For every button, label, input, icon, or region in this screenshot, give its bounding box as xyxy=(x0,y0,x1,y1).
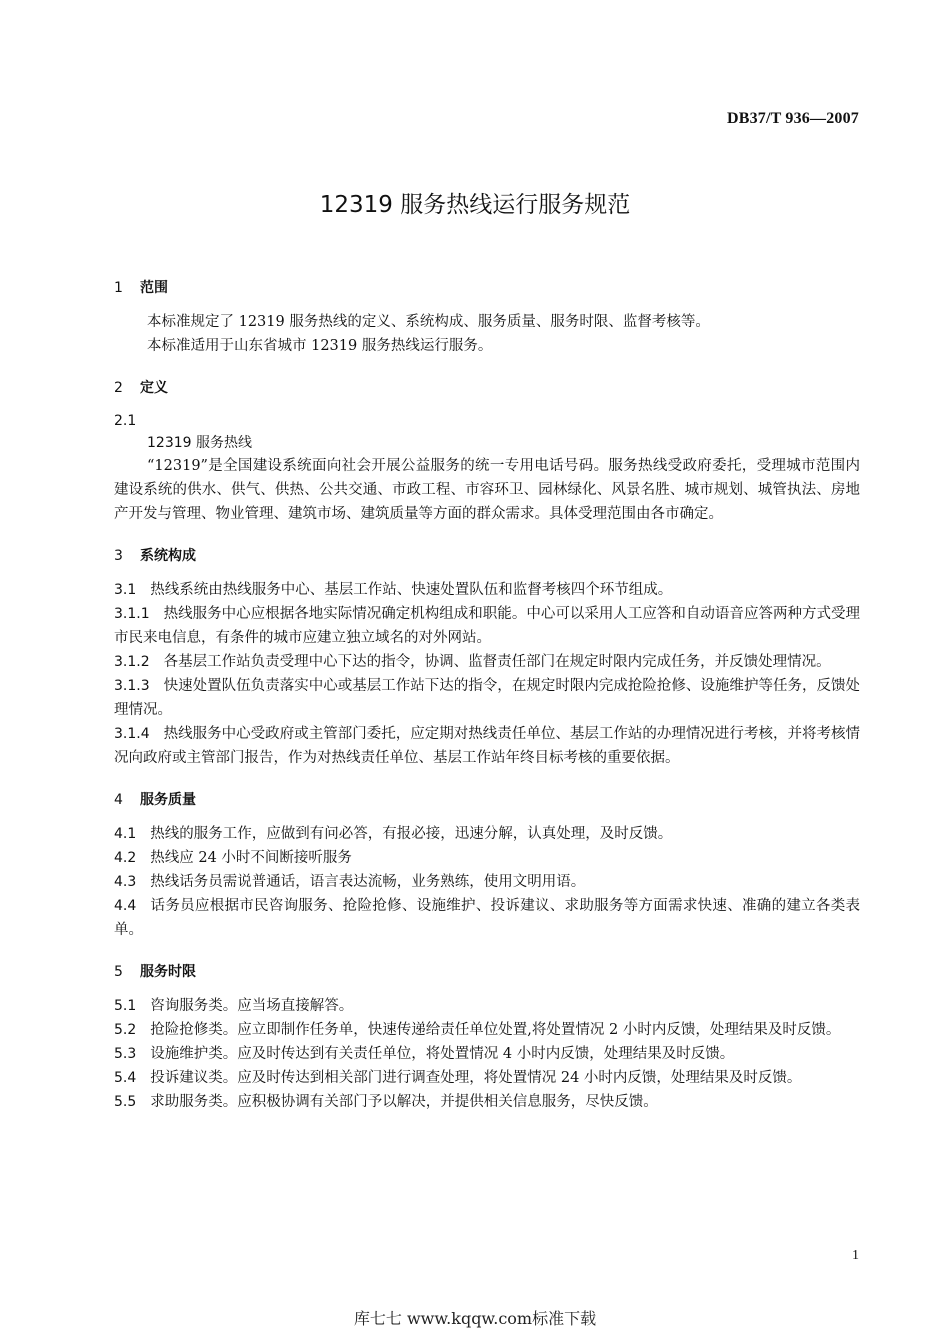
section-title: 范围 xyxy=(140,280,168,296)
term-name: 12319 服务热线 xyxy=(147,435,252,451)
standard-code: DB37/T 936—2007 xyxy=(726,110,859,127)
section-title: 定义 xyxy=(140,380,168,396)
clause xyxy=(114,1066,860,1090)
clause xyxy=(114,650,860,674)
section-heading-time-limits xyxy=(114,962,860,982)
section-title: 服务质量 xyxy=(140,792,196,808)
clause xyxy=(114,602,860,650)
section-heading-scope xyxy=(114,278,860,298)
clause xyxy=(114,674,860,722)
paragraph: 本标准规定了 12319 服务热线的定义、系统构成、服务质量、服务时限、监督考核等。 xyxy=(147,314,710,330)
section-heading-system xyxy=(114,546,860,566)
clause-text: 求助服务类。应积极协调有关部门予以解决，并提供相关信息服务，尽快反馈。 xyxy=(150,1094,658,1110)
clause-number: 3.1.3 xyxy=(114,678,150,694)
section-heading-quality xyxy=(114,790,860,810)
clause xyxy=(114,1018,860,1042)
section-title: 系统构成 xyxy=(140,548,196,564)
clause xyxy=(114,894,860,942)
section-heading-definition xyxy=(114,378,860,398)
clause-number: 5.4 xyxy=(114,1070,137,1086)
clause-number: 3.1 xyxy=(114,582,137,598)
clause-number: 5.5 xyxy=(114,1094,137,1110)
paragraph: 本标准适用于山东省城市 12319 服务热线运行服务。 xyxy=(147,338,493,354)
clause-number: 3.1.2 xyxy=(114,654,150,670)
clause-text: 各基层工作站负责受理中心下达的指令，协调、监督责任部门在规定时限内完成任务，并反馈处理情况。 xyxy=(163,654,831,670)
watermark-text: 库七七 www.kqqw.com标准下载 xyxy=(353,1309,597,1328)
document-title: 12319 服务热线运行服务规范 xyxy=(319,192,631,218)
document-body xyxy=(114,278,860,1114)
clause xyxy=(114,846,860,870)
clause-number: 4.1 xyxy=(114,826,137,842)
clause-number: 4.3 xyxy=(114,874,137,890)
clause-text: 抢险抢修类。应立即制作任务单，快速传递给责任单位处置,将处置情况 2 小时内反馈，处理结果及时反馈。 xyxy=(150,1022,841,1038)
clause-text: 热线的服务工作，应做到有问必答，有报必接，迅速分解，认真处理，及时反馈。 xyxy=(150,826,673,842)
section-number: 3 xyxy=(114,548,123,564)
clause xyxy=(114,870,860,894)
term-number: 2.1 xyxy=(114,413,137,429)
clause-text: 热线服务中心应根据各地实际情况确定机构组成和职能。中心可以采用人工应答和自动语音应答两种方式受理市民来电信息，有条件的城市应建立独立域名的对外网站。 xyxy=(114,606,860,646)
clause-number: 3.1.1 xyxy=(114,606,150,622)
clause xyxy=(114,822,860,846)
clause-number: 5.2 xyxy=(114,1022,137,1038)
clause-number: 5.3 xyxy=(114,1046,137,1062)
page-number: 1 xyxy=(852,1248,859,1263)
term-definition: “12319”是全国建设系统面向社会开展公益服务的统一专用电话号码。服务热线受政府委托，受理城市范围内建设系统的供水、供气、供热、公共交通、市政工程、市容环卫、园林绿化、风景名胜、城市规划、城管执法、房地产开发与管理、物业管理、建筑市场、建筑质量等方面的群众需求。具体受理范围由各市确定。 xyxy=(114,458,860,522)
clause-text: 快速处置队伍负责落实中心或基层工作站下达的指令，在规定时限内完成抢险抢修、设施维护等任务，反馈处理情况。 xyxy=(114,678,860,718)
clause xyxy=(114,722,860,770)
clause xyxy=(114,1090,860,1114)
section-number: 5 xyxy=(114,964,123,980)
clause-text: 热线应 24 小时不间断接听服务 xyxy=(150,850,352,866)
clause-number: 3.1.4 xyxy=(114,726,150,742)
section-number: 4 xyxy=(114,792,123,808)
section-number: 1 xyxy=(114,280,123,296)
clause-number: 4.4 xyxy=(114,898,137,914)
clause xyxy=(114,578,860,602)
clause-text: 热线服务中心受政府或主管部门委托，应定期对热线责任单位、基层工作站的办理情况进行考核，并将考核情况向政府或主管部门报告，作为对热线责任单位、基层工作站年终目标考核的重要依据。 xyxy=(114,726,860,766)
clause-text: 设施维护类。应及时传达到有关责任单位，将处置情况 4 小时内反馈，处理结果及时反馈。 xyxy=(150,1046,735,1062)
section-title: 服务时限 xyxy=(140,964,196,980)
clause-text: 话务员应根据市民咨询服务、抢险抢修、设施维护、投诉建议、求助服务等方面需求快速、准确的建立各类表单。 xyxy=(114,898,860,938)
clause-number: 4.2 xyxy=(114,850,137,866)
section-number: 2 xyxy=(114,380,123,396)
clause-text: 热线话务员需说普通话，语言表达流畅，业务熟练，使用文明用语。 xyxy=(150,874,586,890)
clause-text: 咨询服务类。应当场直接解答。 xyxy=(150,998,354,1014)
clause-text: 投诉建议类。应及时传达到相关部门进行调查处理，将处置情况 24 小时内反馈，处理结果及时反馈。 xyxy=(150,1070,802,1086)
clause-number: 5.1 xyxy=(114,998,137,1014)
clause xyxy=(114,1042,860,1066)
clause xyxy=(114,994,860,1018)
clause-text: 热线系统由热线服务中心、基层工作站、快速处置队伍和监督考核四个环节组成。 xyxy=(150,582,673,598)
